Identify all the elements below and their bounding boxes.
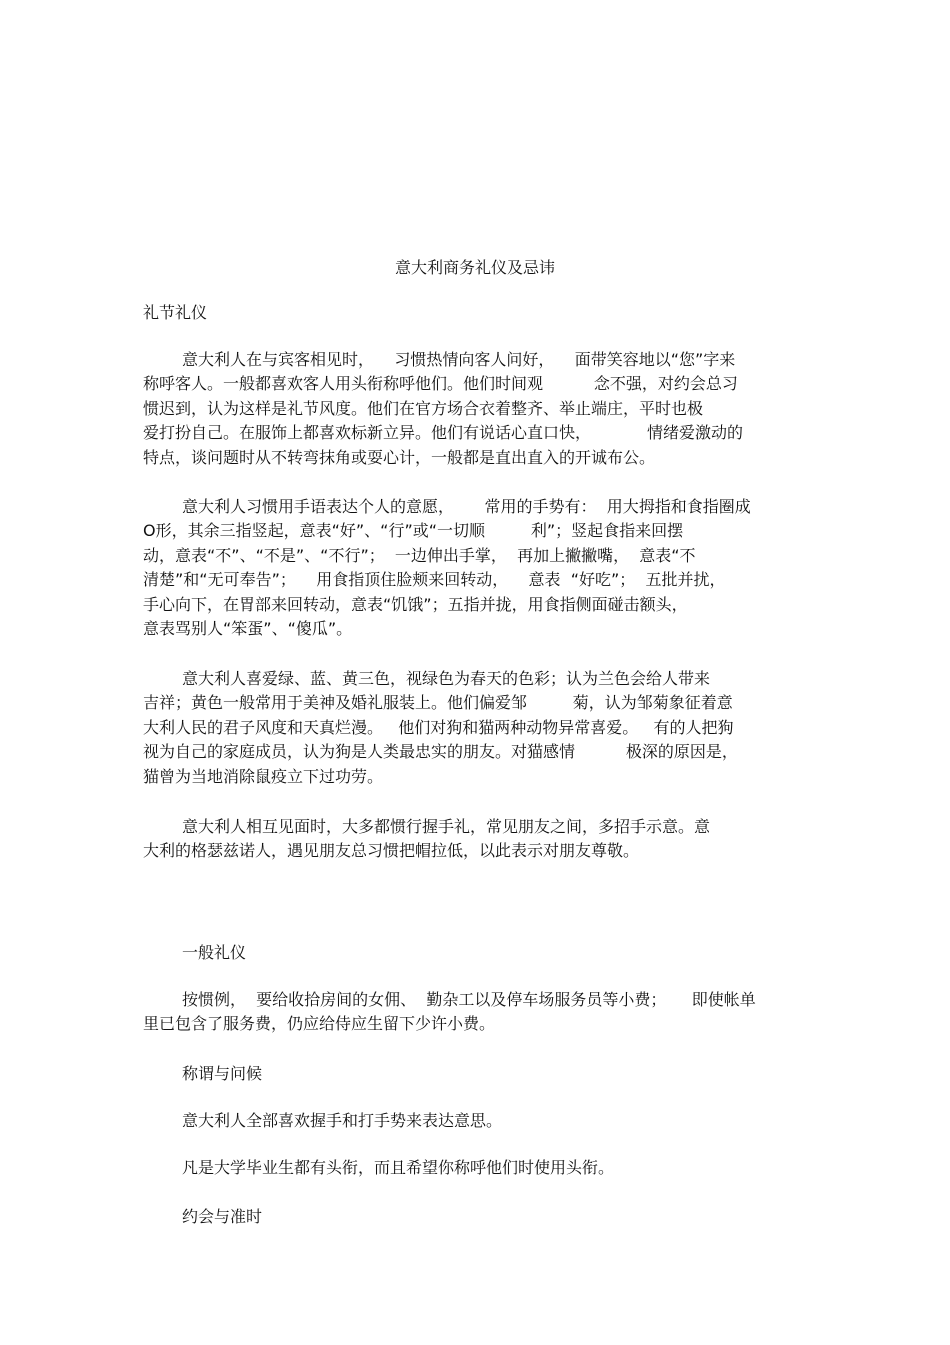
paragraph-hand-gestures [143, 495, 813, 641]
paragraph-colors-animals [143, 667, 813, 789]
paragraph-line: 吉祥；黄色一般常用于美神及婚礼服装上。他们偏爱邹 菊，认为邹菊象征着意 [143, 693, 733, 713]
paragraph-handshake: 意大利人全部喜欢握手和打手势来表达意思。 [182, 1111, 503, 1130]
paragraph-line: 意大利人相互见面时，大多都惯行握手礼，常见朋友之间，多招手示意。意 [182, 817, 711, 836]
paragraph-tipping [143, 988, 813, 1037]
paragraph-line: 里已包含了服务费，仍应给侍应生留下少许小费。 [143, 1014, 496, 1034]
section-heading-general: 一般礼仪 [182, 943, 247, 962]
paragraph-line: 大利人民的君子风度和天真烂漫。 他们对狗和猫两种动物异常喜爱。 有的人把狗 [143, 717, 734, 737]
paragraph-graduate-titles: 凡是大学毕业生都有头衔，而且希望你称呼他们时使用头衔。 [182, 1158, 615, 1177]
section-heading-titles-greetings: 称谓与问候 [182, 1064, 263, 1083]
paragraph-line: O形，其余三指竖起，意表“好”、“行”或“一切顺 利”；竖起食指来回摆 [143, 521, 684, 541]
paragraph-line: 意大利人在与宾客相见时， 习惯热情向客人问好， 面带笑容地以“您”字来 [182, 350, 736, 369]
paragraph-line: 按惯例， 要给收拾房间的女佣、 勤杂工以及停车场服务员等小费； 即使帐单 [182, 990, 756, 1009]
paragraph-line: 意大利人习惯用手语表达个人的意愿， 常用的手势有： 用大拇指和食指圈成 [182, 497, 751, 516]
paragraph-line: 动，意表“不”、“不是”、“不行”； 一边伸出手掌， 再加上撇撇嘴， 意表“不 [143, 545, 696, 565]
paragraph-line: 猫曾为当地消除鼠疫立下过功劳。 [143, 766, 384, 786]
section-heading-appointments: 约会与准时 [182, 1207, 263, 1226]
paragraph-line: 称呼客人。一般都喜欢客人用头衔称呼他们。他们时间观 念不强，对约会总习 [143, 374, 738, 394]
paragraph-line: 特点，谈问题时从不转弯抹角或耍心计，一般都是直出直入的开诚布公。 [143, 447, 656, 467]
paragraph-greeting-customs [143, 348, 813, 470]
section-heading-etiquette: 礼节礼仪 [143, 303, 208, 322]
paragraph-line: 惯迟到，认为这样是礼节风度。他们在官方场合衣着整齐、举止端庄，平时也极 [143, 398, 704, 418]
paragraph-meeting-customs [143, 815, 813, 864]
document-title: 意大利商务礼仪及忌讳 [394, 258, 555, 277]
paragraph-line: 意表骂别人“笨蛋”、“傻瓜”。 [143, 619, 353, 639]
paragraph-line: 爱打扮自己。在服饰上都喜欢标新立异。他们有说话心直口快， 情绪爱激动的 [143, 423, 743, 443]
paragraph-line: 手心向下，在胃部来回转动，意表“饥饿”；五指并拢，用食指侧面碰击额头， [143, 594, 688, 614]
paragraph-line: 视为自己的家庭成员，认为狗是人类最忠实的朋友。对猫感情 极深的原因是， [143, 742, 738, 762]
paragraph-line: 清楚”和“无可奉告”； 用食指顶住脸颊来回转动， 意表 “好吃”； 五批并扰， [143, 570, 726, 590]
paragraph-line: 大利的格瑟兹诺人，遇见朋友总习惯把帽拉低，以此表示对朋友尊敬。 [143, 841, 640, 861]
paragraph-line: 意大利人喜爱绿、蓝、黄三色，视绿色为春天的色彩；认为兰色会给人带来 [182, 669, 711, 688]
